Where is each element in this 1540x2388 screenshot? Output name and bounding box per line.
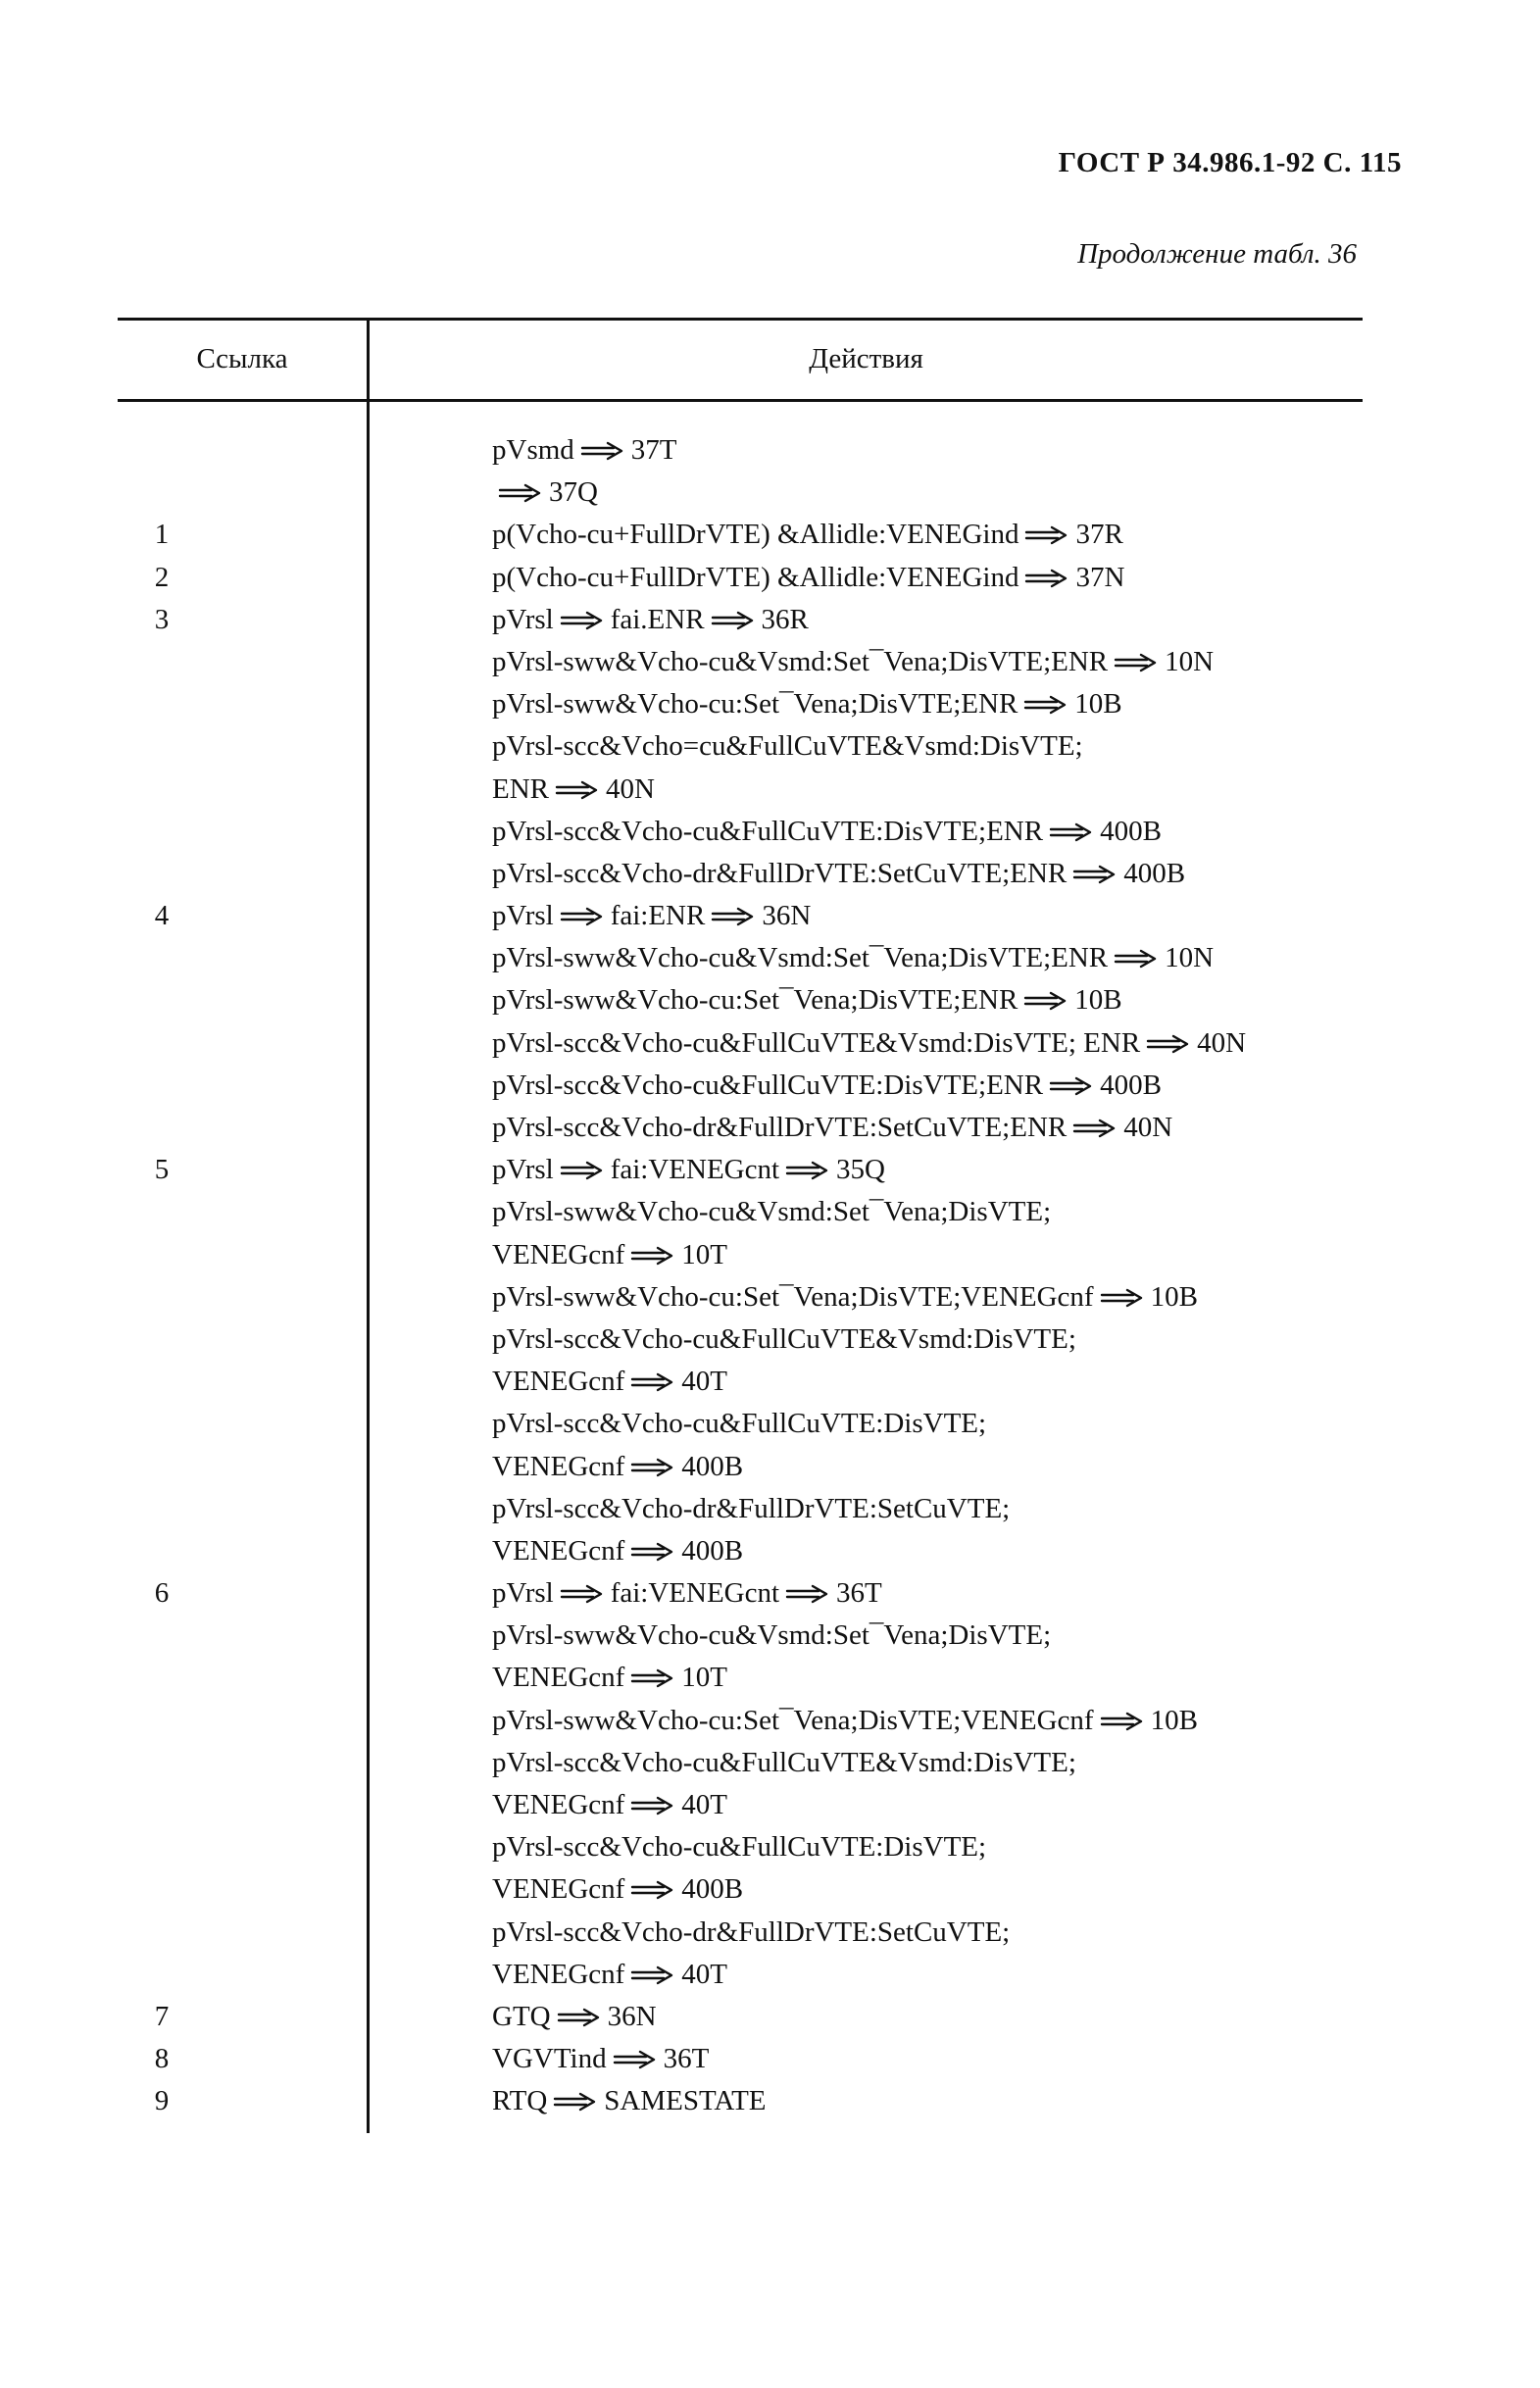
row-action	[492, 1868, 743, 1911]
double-arrow-right-icon	[1114, 948, 1159, 970]
action-text: 37R	[1075, 519, 1123, 551]
action-text: pVrsl-scc&Vcho-cu&FullCuVTE:DisVTE;ENR	[492, 815, 1044, 847]
table-row	[118, 429, 1392, 472]
action-text: pVrsl-sww&Vcho-cu:Set¯Vena;DisVTE;ENR	[492, 984, 1018, 1017]
table-body	[118, 429, 1392, 2123]
double-arrow-right-icon	[630, 1879, 675, 1901]
table-row	[118, 599, 1392, 641]
table-row	[118, 1530, 1392, 1572]
action-text: pVrsl-scc&Vcho-dr&FullDrVTE:SetCuVTE;ENR	[492, 857, 1068, 889]
action-text: 10B	[1150, 1280, 1198, 1313]
action-text: 10B	[1074, 984, 1122, 1017]
action-text: pVrsl-sww&Vcho-cu&Vsmd:Set¯Vena;DisVTE;	[492, 1619, 1052, 1652]
row-action	[492, 1488, 1010, 1530]
table-row	[118, 1403, 1392, 1445]
action-text: 40N	[1197, 1026, 1247, 1059]
action-text: SAMESTATE	[604, 2085, 767, 2117]
double-arrow-right-icon	[560, 906, 605, 927]
action-text: 40N	[606, 772, 655, 805]
action-text: 35Q	[836, 1154, 885, 1186]
row-action	[492, 1107, 1172, 1149]
table-row	[118, 2080, 1392, 2122]
action-text: fai:VENEGcnt	[610, 1577, 780, 1610]
action-text: pVrsl	[492, 603, 554, 635]
table-row	[118, 725, 1392, 768]
double-arrow-right-icon	[1114, 652, 1159, 673]
action-text: GTQ	[492, 2000, 551, 2032]
table-row	[118, 1107, 1392, 1149]
double-arrow-right-icon	[498, 482, 543, 504]
column-header-actions: Действия	[809, 343, 923, 374]
action-text: pVrsl-sww&Vcho-cu:Set¯Vena;DisVTE;ENR	[492, 688, 1018, 721]
row-action	[492, 811, 1162, 853]
page-header: ГОСТ Р 34.986.1-92 С. 115	[1058, 147, 1402, 178]
row-action	[492, 1826, 986, 1868]
action-text: 40N	[1123, 1112, 1173, 1143]
row-action	[492, 1191, 1051, 1233]
action-text: VENEGcnf	[492, 1873, 625, 1906]
row-action	[492, 1700, 1198, 1742]
double-arrow-right-icon	[785, 1583, 830, 1605]
action-text: 36N	[607, 2000, 657, 2032]
table-row	[118, 683, 1392, 725]
action-text: VENEGcnf	[492, 1238, 625, 1270]
row-reference: 6	[154, 1577, 170, 1610]
table-row	[118, 557, 1392, 599]
table-row	[118, 1700, 1392, 1742]
row-action	[492, 1996, 657, 2038]
table-row	[118, 1022, 1392, 1065]
table-row	[118, 472, 1392, 514]
action-text: 10T	[681, 1662, 728, 1694]
table-row	[118, 937, 1392, 979]
row-action	[492, 2080, 767, 2122]
row-action	[492, 1149, 885, 1191]
double-arrow-right-icon	[630, 1667, 675, 1689]
action-text: 10B	[1150, 1704, 1198, 1736]
action-text: pVrsl-scc&Vcho-cu&FullCuVTE&Vsmd:DisVTE; ENR	[492, 1026, 1141, 1059]
action-text: pVrsl-sww&Vcho-cu:Set¯Vena;DisVTE;VENEGcnf	[492, 1704, 1094, 1736]
row-action	[492, 725, 1083, 768]
row-action	[492, 1530, 743, 1572]
action-text: pVrsl-scc&Vcho-cu&FullCuVTE:DisVTE;	[492, 1831, 987, 1864]
table-row	[118, 1615, 1392, 1657]
action-text: pVrsl-scc&Vcho-cu&FullCuVTE&Vsmd:DisVTE;	[492, 1746, 1076, 1778]
double-arrow-right-icon	[1024, 524, 1069, 546]
action-text: pVrsl-sww&Vcho-cu&Vsmd:Set¯Vena;DisVTE;ENR	[492, 645, 1109, 677]
action-text: 36R	[761, 603, 809, 635]
action-text: p(Vcho-cu+FullDrVTE) &Allidle:VENEGind	[492, 519, 1019, 551]
double-arrow-right-icon	[630, 1457, 675, 1478]
action-text: VENEGcnf	[492, 1662, 625, 1694]
double-arrow-right-icon	[1049, 1075, 1094, 1097]
action-text: fai:VENEGcnt	[610, 1154, 780, 1186]
table-row	[118, 979, 1392, 1021]
double-arrow-right-icon	[1100, 1287, 1145, 1309]
double-arrow-right-icon	[630, 1541, 675, 1563]
double-arrow-right-icon	[557, 2007, 602, 2028]
table-top-rule	[118, 318, 1363, 321]
double-arrow-right-icon	[1100, 1711, 1145, 1732]
row-action	[492, 1403, 986, 1445]
action-text: p(Vcho-cu+FullDrVTE) &Allidle:VENEGind	[492, 561, 1019, 593]
action-text: VGVTind	[492, 2043, 607, 2075]
action-text: 40T	[681, 1789, 728, 1820]
double-arrow-right-icon	[613, 2049, 658, 2070]
table-row	[118, 1361, 1392, 1403]
row-reference: 9	[154, 2085, 170, 2117]
action-text: VENEGcnf	[492, 1534, 625, 1567]
action-text: 400B	[681, 1873, 744, 1906]
table-row	[118, 1318, 1392, 1361]
table-row	[118, 2038, 1392, 2080]
table-row	[118, 895, 1392, 937]
action-text: pVrsl-sww&Vcho-cu&Vsmd:Set¯Vena;DisVTE;ENR	[492, 942, 1109, 974]
row-action	[492, 1572, 882, 1615]
action-text: fai:ENR	[610, 900, 706, 932]
action-text: 400B	[681, 1450, 744, 1482]
action-text: 400B	[1100, 815, 1162, 847]
action-text: 37T	[630, 434, 677, 466]
double-arrow-right-icon	[711, 906, 756, 927]
double-arrow-right-icon	[1023, 694, 1068, 716]
row-action	[492, 1022, 1246, 1065]
row-reference: 1	[154, 519, 170, 551]
table-row	[118, 641, 1392, 683]
row-action	[492, 1065, 1162, 1107]
action-text: 400B	[1123, 857, 1186, 889]
row-action	[492, 1954, 727, 1996]
double-arrow-right-icon	[1072, 864, 1118, 885]
table-row	[118, 769, 1392, 811]
row-action	[492, 472, 598, 514]
action-text: RTQ	[492, 2085, 548, 2117]
table-row	[118, 1191, 1392, 1233]
action-text: 40T	[681, 1958, 728, 1990]
row-action	[492, 557, 1124, 599]
action-text: pVrsl-scc&Vcho-dr&FullDrVTE:SetCuVTE;ENR	[492, 1112, 1068, 1143]
table-header-rule	[118, 399, 1363, 402]
row-action	[492, 979, 1122, 1021]
double-arrow-right-icon	[555, 779, 600, 801]
table-row	[118, 1996, 1392, 2038]
row-reference: 3	[154, 603, 170, 635]
row-action	[492, 683, 1122, 725]
double-arrow-right-icon	[785, 1160, 830, 1181]
action-text: VENEGcnf	[492, 1450, 625, 1482]
action-text: VENEGcnf	[492, 1789, 625, 1820]
row-action	[492, 1657, 727, 1699]
double-arrow-right-icon	[1072, 1118, 1118, 1139]
table-row	[118, 1276, 1392, 1318]
column-header-reference: Ссылка	[196, 343, 288, 374]
action-text: pVrsl-scc&Vcho-cu&FullCuVTE:DisVTE;	[492, 1408, 987, 1440]
row-action	[492, 1615, 1051, 1657]
action-text: 10B	[1074, 688, 1122, 721]
row-action	[492, 1784, 727, 1826]
table-row	[118, 1572, 1392, 1615]
action-text: 10T	[681, 1238, 728, 1270]
action-text: pVrsl-scc&Vcho-cu&FullCuVTE&Vsmd:DisVTE;	[492, 1322, 1076, 1355]
action-text: 36T	[836, 1577, 882, 1610]
row-action	[492, 1446, 743, 1488]
action-text: 36T	[663, 2043, 710, 2075]
action-text: pVrsl	[492, 1154, 554, 1186]
row-action	[492, 895, 811, 937]
double-arrow-right-icon	[1023, 990, 1068, 1012]
table-row	[118, 1149, 1392, 1191]
action-text: pVrsl-scc&Vcho-cu&FullCuVTE:DisVTE;ENR	[492, 1069, 1044, 1101]
action-text: pVrsl	[492, 900, 554, 932]
double-arrow-right-icon	[560, 610, 605, 631]
row-action	[492, 937, 1214, 979]
row-action	[492, 769, 655, 811]
double-arrow-right-icon	[580, 440, 625, 462]
row-action	[492, 1361, 727, 1403]
table-row	[118, 1234, 1392, 1276]
table-row	[118, 1657, 1392, 1699]
action-text: VENEGcnf	[492, 1958, 625, 1990]
row-action	[492, 429, 677, 472]
action-text: fai.ENR	[610, 603, 705, 635]
action-text: 40T	[681, 1366, 728, 1398]
action-text: ENR	[492, 772, 549, 805]
row-reference: 4	[154, 900, 170, 932]
row-action	[492, 1276, 1198, 1318]
action-text: pVrsl	[492, 1577, 554, 1610]
action-text: 36N	[762, 900, 812, 932]
table-row	[118, 1912, 1392, 1954]
action-text: pVrsl-scc&Vcho-dr&FullDrVTE:SetCuVTE;	[492, 1492, 1011, 1524]
double-arrow-right-icon	[630, 1371, 675, 1393]
action-text: pVrsl-scc&Vcho=cu&FullCuVTE&Vsmd:DisVTE;	[492, 730, 1083, 763]
table-row	[118, 811, 1392, 853]
action-text: VENEGcnf	[492, 1366, 625, 1398]
double-arrow-right-icon	[1146, 1033, 1191, 1055]
double-arrow-right-icon	[630, 1965, 675, 1986]
action-text: pVrsl-sww&Vcho-cu:Set¯Vena;DisVTE;VENEGcnf	[492, 1280, 1094, 1313]
action-text: 37N	[1075, 561, 1125, 593]
action-text: pVrsl-sww&Vcho-cu&Vsmd:Set¯Vena;DisVTE;	[492, 1196, 1052, 1228]
row-action	[492, 514, 1123, 556]
row-action	[492, 1234, 727, 1276]
action-text: 10N	[1165, 645, 1215, 677]
table-row	[118, 514, 1392, 556]
double-arrow-right-icon	[560, 1160, 605, 1181]
row-action	[492, 599, 809, 641]
action-text: 37Q	[549, 476, 598, 509]
action-text: 400B	[1100, 1069, 1162, 1101]
double-arrow-right-icon	[1049, 821, 1094, 843]
table-row	[118, 1868, 1392, 1911]
table-row	[118, 1954, 1392, 1996]
row-reference: 8	[154, 2043, 170, 2075]
table-row	[118, 1446, 1392, 1488]
table-row	[118, 1488, 1392, 1530]
table-row	[118, 1742, 1392, 1784]
row-action	[492, 2038, 709, 2080]
table-row	[118, 1826, 1392, 1868]
double-arrow-right-icon	[711, 610, 756, 631]
table-row	[118, 1065, 1392, 1107]
row-reference: 2	[154, 561, 170, 593]
table-row	[118, 853, 1392, 895]
row-reference: 5	[154, 1154, 170, 1186]
row-action	[492, 641, 1214, 683]
double-arrow-right-icon	[560, 1583, 605, 1605]
double-arrow-right-icon	[1024, 568, 1069, 589]
table-row	[118, 1784, 1392, 1826]
action-text: 10N	[1165, 942, 1215, 974]
double-arrow-right-icon	[553, 2091, 598, 2113]
action-text: pVrsl-scc&Vcho-dr&FullDrVTE:SetCuVTE;	[492, 1915, 1011, 1948]
double-arrow-right-icon	[630, 1245, 675, 1267]
row-reference: 7	[154, 2000, 170, 2032]
double-arrow-right-icon	[630, 1795, 675, 1816]
action-text: 400B	[681, 1534, 744, 1567]
table-continuation-caption: Продолжение табл. 36	[1077, 238, 1357, 270]
row-action	[492, 1742, 1076, 1784]
row-action	[492, 853, 1185, 895]
row-action	[492, 1318, 1076, 1361]
row-action	[492, 1912, 1010, 1954]
action-text: pVsmd	[492, 434, 574, 466]
